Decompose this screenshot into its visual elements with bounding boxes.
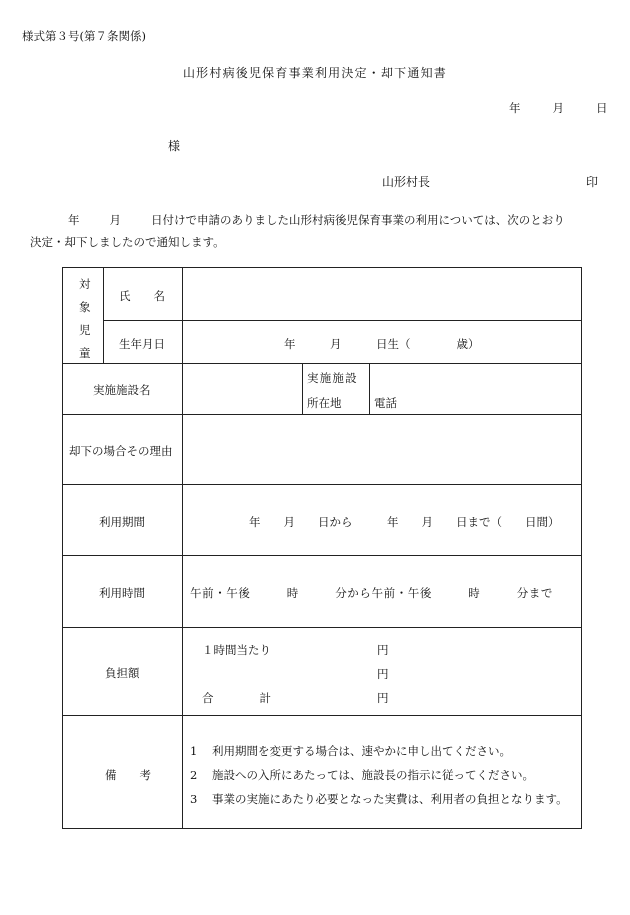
remark-item (190, 794, 568, 806)
subject-child-char-1: 対 (79, 277, 91, 291)
body-line2: 決定・却下しましたので通知します。 (30, 235, 225, 249)
remark-number: 3 (190, 792, 198, 806)
date-month: 月 (552, 101, 564, 115)
burden-label: 負担額 (105, 666, 140, 680)
rejection-reason-label: 却下の場合その理由 (69, 444, 173, 458)
body-year: 年 (68, 213, 80, 227)
issue-date (509, 103, 608, 115)
name-label: 氏 名 (119, 289, 165, 303)
usage-time-field[interactable]: 午前・午後 時 分から午前・午後 時 分まで (190, 586, 553, 600)
issuer-name: 山形村長 (382, 175, 431, 189)
burden-row2-unit: 円 (377, 667, 389, 681)
facility-address-label-line1: 実施施設 (307, 371, 358, 385)
seal-mark: 印 (586, 175, 599, 189)
remark-text: 利用期間を変更する場合は、速やかに申し出てください。 (212, 744, 511, 758)
decision-form-table (62, 267, 582, 829)
birthdate-label: 生年月日 (119, 337, 165, 351)
body-line1-rest: 日付けで申請のありました山形村病後児保育事業の利用については、次のとおり (151, 213, 565, 227)
burden-hourly-unit: 円 (377, 643, 389, 657)
notice-body (30, 209, 590, 253)
remark-item (190, 770, 534, 782)
facility-name-label: 実施施設名 (93, 383, 151, 397)
subject-child-char-2: 象 (79, 300, 91, 314)
birthdate-field[interactable]: 年 月 日生（ 歳） (284, 337, 480, 351)
body-month: 月 (109, 213, 121, 227)
remark-number: 2 (190, 768, 198, 782)
burden-total-label: 合 計 (202, 691, 271, 705)
form-number: 様式第３号(第７条関係) (22, 29, 146, 43)
phone-label: 電話 (374, 396, 397, 410)
remark-text: 施設への入所にあたっては、施設長の指示に従ってください。 (212, 768, 534, 782)
document-title: 山形村病後児保育事業利用決定・却下通知書 (182, 66, 447, 80)
subject-child-char-3: 児 (79, 323, 91, 337)
remarks-label: 備 考 (105, 768, 151, 782)
date-year: 年 (509, 101, 521, 115)
usage-period-label: 利用期間 (99, 515, 145, 529)
burden-total-unit: 円 (377, 691, 389, 705)
remark-item (190, 746, 511, 758)
remark-number: 1 (190, 744, 198, 758)
addressee-suffix: 様 (168, 139, 181, 153)
date-day: 日 (596, 101, 608, 115)
burden-hourly-label: １時間当たり (202, 643, 271, 657)
facility-address-label-line2: 所在地 (307, 396, 342, 410)
remark-text: 事業の実施にあたり必要となった実費は、利用者の負担となります。 (212, 792, 568, 806)
usage-period-field[interactable]: 年 月 日から 年 月 日まで（ 日間） (249, 515, 560, 529)
usage-time-label: 利用時間 (99, 586, 145, 600)
subject-child-char-4: 童 (79, 346, 91, 360)
